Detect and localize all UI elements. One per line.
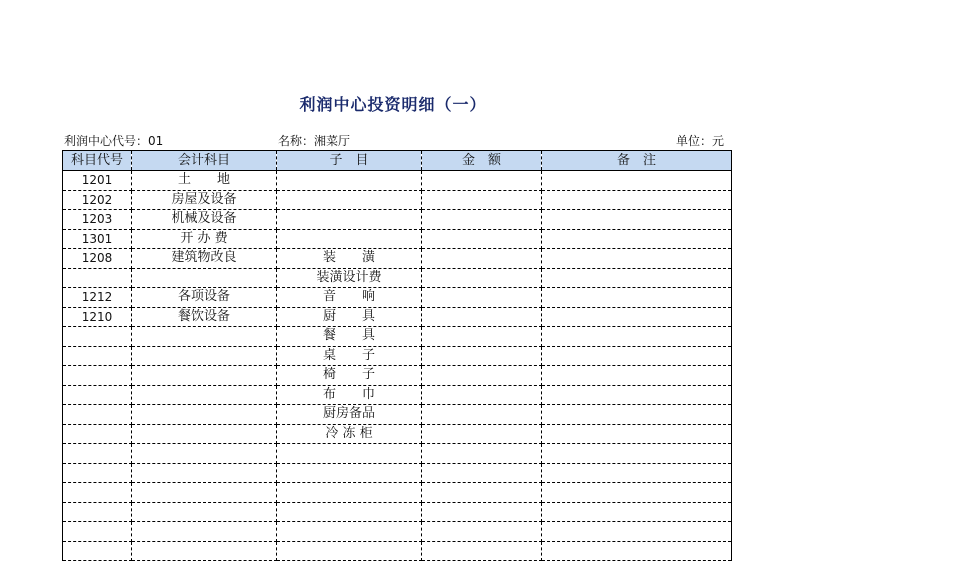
note-cell[interactable] xyxy=(542,346,732,366)
currency-unit: 单位：元 xyxy=(675,134,724,148)
note-cell[interactable] xyxy=(542,366,732,386)
note-cell[interactable] xyxy=(542,171,732,191)
table-row xyxy=(63,210,732,230)
subitem-cell[interactable]: 装 潢 xyxy=(277,249,422,269)
amount-cell[interactable] xyxy=(422,483,542,503)
note-cell[interactable] xyxy=(542,229,732,249)
column-header-amount[interactable]: 金 额 xyxy=(422,151,542,171)
account-title-cell[interactable] xyxy=(132,327,277,347)
table-row xyxy=(63,522,732,542)
column-header-note[interactable]: 备 注 xyxy=(542,151,732,171)
note-cell[interactable] xyxy=(542,541,732,561)
table-row xyxy=(63,346,732,366)
account-title-cell[interactable] xyxy=(132,522,277,542)
account-title-cell[interactable] xyxy=(132,268,277,288)
note-cell[interactable] xyxy=(542,405,732,425)
subitem-cell[interactable]: 布 巾 xyxy=(277,385,422,405)
account-title-cell[interactable]: 房屋及设备 xyxy=(132,190,277,210)
subitem-cell[interactable] xyxy=(277,463,422,483)
subitem-cell[interactable]: 厨 具 xyxy=(277,307,422,327)
table-row xyxy=(63,190,732,210)
amount-cell[interactable] xyxy=(422,502,542,522)
subitem-cell[interactable]: 冷 冻 柜 xyxy=(277,424,422,444)
subitem-cell[interactable] xyxy=(277,444,422,464)
account-title-cell[interactable]: 土 地 xyxy=(132,171,277,191)
amount-cell[interactable] xyxy=(422,405,542,425)
account-code-cell[interactable]: 1202 xyxy=(63,190,132,210)
subitem-cell[interactable]: 装潢设计费 xyxy=(277,268,422,288)
amount-cell[interactable] xyxy=(422,171,542,191)
account-code-cell[interactable] xyxy=(63,424,132,444)
note-cell[interactable] xyxy=(542,210,732,230)
amount-cell[interactable] xyxy=(422,385,542,405)
account-code-cell[interactable]: 1208 xyxy=(63,249,132,269)
account-code-cell[interactable] xyxy=(63,541,132,561)
account-code-cell[interactable] xyxy=(63,444,132,464)
table-row xyxy=(63,229,732,249)
amount-cell[interactable] xyxy=(422,210,542,230)
table-row xyxy=(63,249,732,269)
amount-cell[interactable] xyxy=(422,249,542,269)
amount-cell[interactable] xyxy=(422,268,542,288)
note-cell[interactable] xyxy=(542,444,732,464)
note-cell[interactable] xyxy=(542,483,732,503)
table-row xyxy=(63,502,732,522)
investment-detail-table xyxy=(62,150,732,561)
note-cell[interactable] xyxy=(542,327,732,347)
note-cell[interactable] xyxy=(542,268,732,288)
account-title-cell[interactable] xyxy=(132,483,277,503)
column-header-subitem[interactable]: 子 目 xyxy=(277,151,422,171)
account-title-cell[interactable]: 餐饮设备 xyxy=(132,307,277,327)
subitem-cell[interactable] xyxy=(277,541,422,561)
note-cell[interactable] xyxy=(542,522,732,542)
note-cell[interactable] xyxy=(542,307,732,327)
account-title-cell[interactable] xyxy=(132,463,277,483)
amount-cell[interactable] xyxy=(422,190,542,210)
table-row xyxy=(63,541,732,561)
account-title-cell[interactable] xyxy=(132,444,277,464)
subitem-cell[interactable] xyxy=(277,522,422,542)
account-code-cell[interactable]: 1212 xyxy=(63,288,132,308)
account-code-cell[interactable] xyxy=(63,522,132,542)
note-cell[interactable] xyxy=(542,463,732,483)
note-cell[interactable] xyxy=(542,288,732,308)
table-row xyxy=(63,307,732,327)
amount-cell[interactable] xyxy=(422,463,542,483)
account-code-cell[interactable] xyxy=(63,327,132,347)
subitem-cell[interactable] xyxy=(277,210,422,230)
profit-center-name: 名称：湘菜厅 xyxy=(278,134,351,148)
note-cell[interactable] xyxy=(542,424,732,444)
account-title-cell[interactable]: 开 办 费 xyxy=(132,229,277,249)
account-code-cell[interactable] xyxy=(63,346,132,366)
amount-cell[interactable] xyxy=(422,229,542,249)
subitem-cell[interactable] xyxy=(277,229,422,249)
account-code-cell[interactable]: 1201 xyxy=(63,171,132,191)
account-code-cell[interactable]: 1210 xyxy=(63,307,132,327)
account-code-cell[interactable] xyxy=(63,502,132,522)
subitem-cell[interactable]: 桌 子 xyxy=(277,346,422,366)
account-title-cell[interactable] xyxy=(132,541,277,561)
amount-cell[interactable] xyxy=(422,424,542,444)
table-row xyxy=(63,366,732,386)
document-title: 利润中心投资明细（一） xyxy=(299,95,487,114)
subitem-cell[interactable] xyxy=(277,171,422,191)
amount-cell[interactable] xyxy=(422,541,542,561)
account-title-cell[interactable]: 建筑物改良 xyxy=(132,249,277,269)
table-row xyxy=(63,288,732,308)
account-title-cell[interactable]: 机械及设备 xyxy=(132,210,277,230)
table-row xyxy=(63,424,732,444)
amount-cell[interactable] xyxy=(422,307,542,327)
account-title-cell[interactable] xyxy=(132,366,277,386)
account-title-cell[interactable] xyxy=(132,385,277,405)
table-body xyxy=(63,171,732,561)
account-code-cell[interactable]: 1203 xyxy=(63,210,132,230)
amount-cell[interactable] xyxy=(422,346,542,366)
table-row xyxy=(63,385,732,405)
amount-cell[interactable] xyxy=(422,288,542,308)
account-code-cell[interactable] xyxy=(63,483,132,503)
account-title-cell[interactable]: 各项设备 xyxy=(132,288,277,308)
table-row xyxy=(63,171,732,191)
profit-center-code: 利润中心代号：01 xyxy=(64,134,164,148)
table-row xyxy=(63,327,732,347)
account-code-cell[interactable]: 1301 xyxy=(63,229,132,249)
subitem-cell[interactable]: 椅 子 xyxy=(277,366,422,386)
note-cell[interactable] xyxy=(542,190,732,210)
account-title-cell[interactable] xyxy=(132,405,277,425)
account-code-cell[interactable] xyxy=(63,405,132,425)
table-row xyxy=(63,483,732,503)
account-title-cell[interactable] xyxy=(132,346,277,366)
subitem-cell[interactable]: 餐 具 xyxy=(277,327,422,347)
table-row xyxy=(63,444,732,464)
subitem-cell[interactable]: 音 响 xyxy=(277,288,422,308)
column-header-account-code[interactable]: 科目代号 xyxy=(63,151,132,171)
account-code-cell[interactable] xyxy=(63,385,132,405)
subitem-cell[interactable] xyxy=(277,502,422,522)
table-row xyxy=(63,268,732,288)
account-title-cell[interactable] xyxy=(132,502,277,522)
account-code-cell[interactable] xyxy=(63,463,132,483)
table-row xyxy=(63,463,732,483)
account-title-cell[interactable] xyxy=(132,424,277,444)
note-cell[interactable] xyxy=(542,249,732,269)
note-cell[interactable] xyxy=(542,385,732,405)
note-cell[interactable] xyxy=(542,502,732,522)
subitem-cell[interactable] xyxy=(277,483,422,503)
account-code-cell[interactable] xyxy=(63,366,132,386)
table-row xyxy=(63,405,732,425)
amount-cell[interactable] xyxy=(422,366,542,386)
amount-cell[interactable] xyxy=(422,444,542,464)
subitem-cell[interactable]: 厨房备品 xyxy=(277,405,422,425)
account-code-cell[interactable] xyxy=(63,268,132,288)
subitem-cell[interactable] xyxy=(277,190,422,210)
table-header-row xyxy=(63,151,732,171)
amount-cell[interactable] xyxy=(422,327,542,347)
column-header-account-title[interactable]: 会计科目 xyxy=(132,151,277,171)
amount-cell[interactable] xyxy=(422,522,542,542)
